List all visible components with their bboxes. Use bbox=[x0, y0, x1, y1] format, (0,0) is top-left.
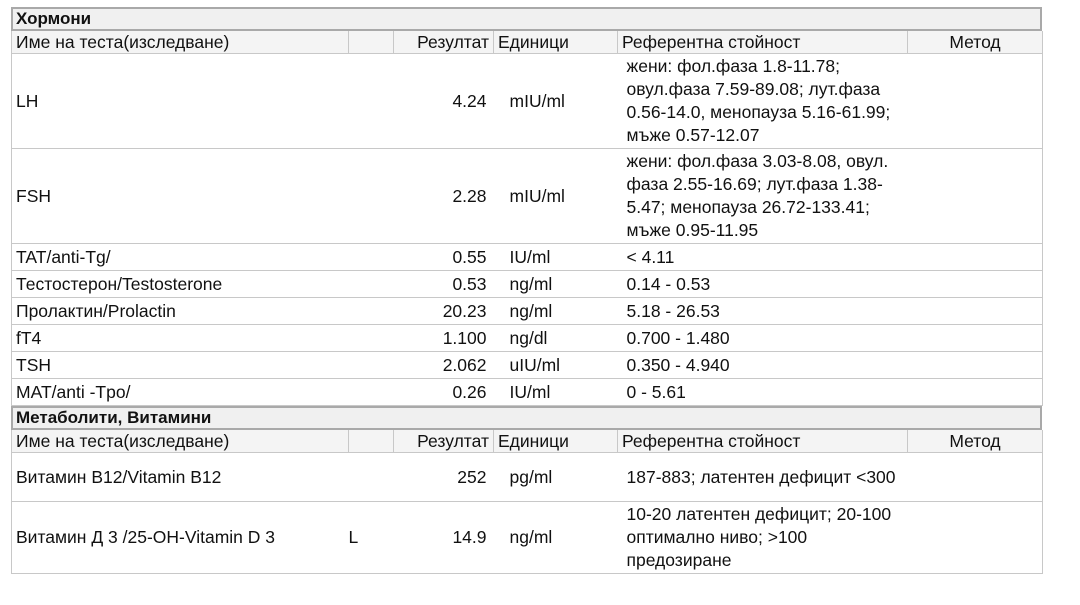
result-units: pg/ml bbox=[494, 453, 618, 502]
result-flag bbox=[349, 352, 394, 379]
header-flag bbox=[349, 31, 394, 54]
result-value: 0.53 bbox=[394, 271, 494, 298]
test-method bbox=[908, 271, 1043, 298]
test-name: Тестостерон/Testosterone bbox=[12, 271, 349, 298]
header-reference: Референтна стойност bbox=[618, 31, 908, 54]
result-flag bbox=[349, 54, 394, 149]
result-value: 0.55 bbox=[394, 244, 494, 271]
result-units: ng/ml bbox=[494, 271, 618, 298]
test-method bbox=[908, 54, 1043, 149]
reference-range: жени: фол.фаза 3.03-8.08, овул. фаза 2.55-16.69; лут.фаза 1.38-5.47; менопауза 26.72-133.41; мъже 0.95-11.95 bbox=[618, 149, 908, 244]
result-flag bbox=[349, 244, 394, 271]
result-value: 2.28 bbox=[394, 149, 494, 244]
metabolites-table bbox=[11, 430, 1043, 574]
test-method bbox=[908, 453, 1043, 502]
header-name: Име на теста(изследване) bbox=[12, 430, 349, 453]
test-method bbox=[908, 379, 1043, 406]
test-name: Пролактин/Prolactin bbox=[12, 298, 349, 325]
header-units: Единици bbox=[494, 31, 618, 54]
result-value: 1.100 bbox=[394, 325, 494, 352]
result-units: ng/ml bbox=[494, 502, 618, 574]
result-value: 0.26 bbox=[394, 379, 494, 406]
result-flag bbox=[349, 379, 394, 406]
result-units: ng/dl bbox=[494, 325, 618, 352]
lab-results-sheet bbox=[11, 7, 1042, 574]
reference-range: 5.18 - 26.53 bbox=[618, 298, 908, 325]
test-name: TAT/anti-Tg/ bbox=[12, 244, 349, 271]
table-row bbox=[12, 379, 1043, 406]
reference-range: жени: фол.фаза 1.8-11.78; овул.фаза 7.59-89.08; лут.фаза 0.56-14.0, менопауза 5.16-61.99; мъже 0.57-12.07 bbox=[618, 54, 908, 149]
reference-range: 0.14 - 0.53 bbox=[618, 271, 908, 298]
table-row bbox=[12, 325, 1043, 352]
header-units: Единици bbox=[494, 430, 618, 453]
result-value: 252 bbox=[394, 453, 494, 502]
test-name: MAT/anti -Tpo/ bbox=[12, 379, 349, 406]
hormones-table bbox=[11, 31, 1043, 406]
header-method: Метод bbox=[908, 31, 1043, 54]
header-method: Метод bbox=[908, 430, 1043, 453]
table-row bbox=[12, 271, 1043, 298]
reference-range: 0 - 5.61 bbox=[618, 379, 908, 406]
result-units: mIU/ml bbox=[494, 54, 618, 149]
header-result: Резултат bbox=[394, 430, 494, 453]
header-flag bbox=[349, 430, 394, 453]
header-reference: Референтна стойност bbox=[618, 430, 908, 453]
header-result: Резултат bbox=[394, 31, 494, 54]
result-value: 14.9 bbox=[394, 502, 494, 574]
result-flag bbox=[349, 271, 394, 298]
result-units: uIU/ml bbox=[494, 352, 618, 379]
test-name: FSH bbox=[12, 149, 349, 244]
result-flag bbox=[349, 298, 394, 325]
test-method bbox=[908, 149, 1043, 244]
result-units: IU/ml bbox=[494, 379, 618, 406]
test-method bbox=[908, 325, 1043, 352]
test-method bbox=[908, 244, 1043, 271]
test-name: TSH bbox=[12, 352, 349, 379]
table-header-row bbox=[12, 430, 1043, 453]
reference-range: 10-20 латентен дефицит; 20-100 оптимално ниво; >100 предозиране bbox=[618, 502, 908, 574]
section-title-metabolites-vitamins: Метаболити, Витамини bbox=[11, 406, 1042, 430]
test-method bbox=[908, 298, 1043, 325]
reference-range: 187-883; латентен дефицит <300 bbox=[618, 453, 908, 502]
test-method bbox=[908, 352, 1043, 379]
table-row bbox=[12, 502, 1043, 574]
reference-range: < 4.11 bbox=[618, 244, 908, 271]
table-row bbox=[12, 298, 1043, 325]
result-flag bbox=[349, 149, 394, 244]
reference-range: 0.700 - 1.480 bbox=[618, 325, 908, 352]
table-row bbox=[12, 244, 1043, 271]
result-units: IU/ml bbox=[494, 244, 618, 271]
table-row bbox=[12, 149, 1043, 244]
section-title-hormones: Хормони bbox=[11, 7, 1042, 31]
test-name: Витамин B12/Vitamin B12 bbox=[12, 453, 349, 502]
result-value: 20.23 bbox=[394, 298, 494, 325]
result-value: 2.062 bbox=[394, 352, 494, 379]
result-units: ng/ml bbox=[494, 298, 618, 325]
result-units: mIU/ml bbox=[494, 149, 618, 244]
test-name: LH bbox=[12, 54, 349, 149]
result-flag: L bbox=[349, 502, 394, 574]
reference-range: 0.350 - 4.940 bbox=[618, 352, 908, 379]
table-row bbox=[12, 352, 1043, 379]
result-value: 4.24 bbox=[394, 54, 494, 149]
table-header-row bbox=[12, 31, 1043, 54]
test-method bbox=[908, 502, 1043, 574]
result-flag bbox=[349, 325, 394, 352]
result-flag bbox=[349, 453, 394, 502]
header-name: Име на теста(изследване) bbox=[12, 31, 349, 54]
table-row bbox=[12, 54, 1043, 149]
test-name: Витамин Д 3 /25-OH-Vitamin D 3 bbox=[12, 502, 349, 574]
table-row bbox=[12, 453, 1043, 502]
test-name: fT4 bbox=[12, 325, 349, 352]
